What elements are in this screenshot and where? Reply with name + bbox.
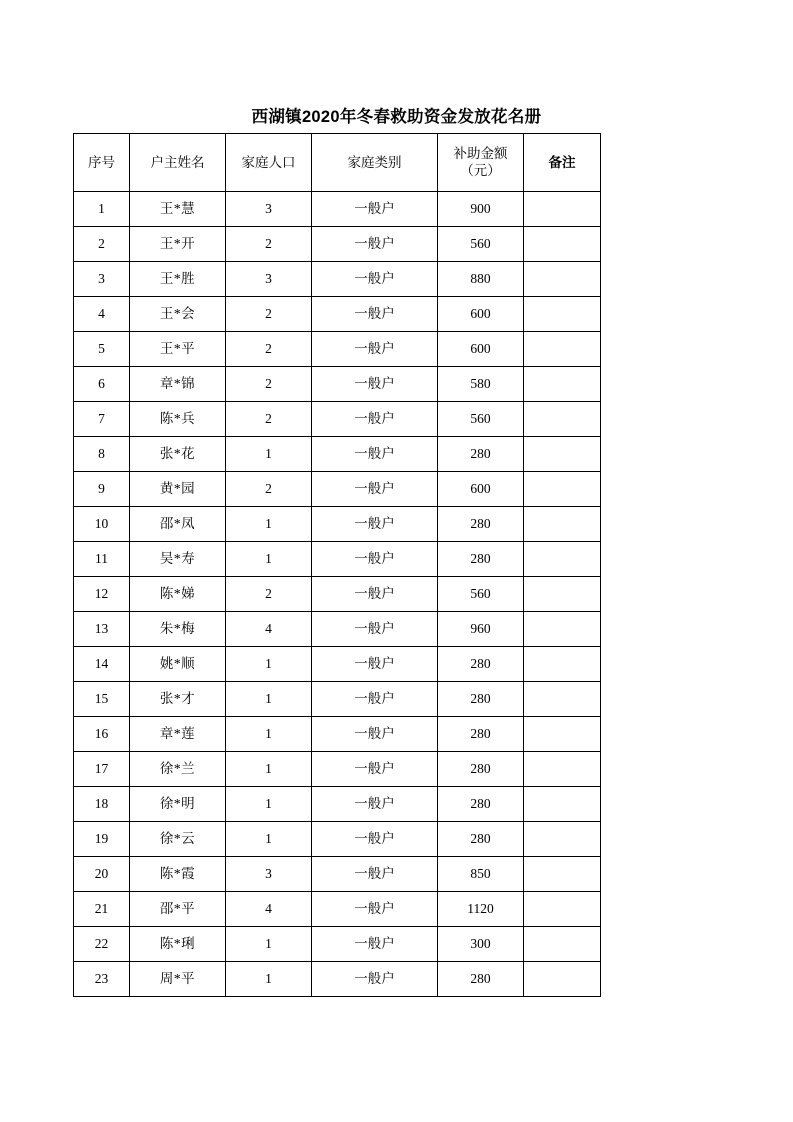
- cell-seq: 16: [74, 717, 130, 752]
- cell-amount: 960: [438, 612, 524, 647]
- cell-note: [524, 612, 601, 647]
- cell-name: 徐*明: [130, 787, 226, 822]
- cell-note: [524, 227, 601, 262]
- cell-name: 黄*园: [130, 472, 226, 507]
- cell-population: 1: [226, 507, 312, 542]
- cell-amount: 880: [438, 262, 524, 297]
- table-row: [74, 682, 601, 717]
- cell-note: [524, 472, 601, 507]
- cell-note: [524, 682, 601, 717]
- cell-category: 一般户: [312, 857, 438, 892]
- cell-seq: 21: [74, 892, 130, 927]
- cell-amount: 560: [438, 577, 524, 612]
- cell-seq: 22: [74, 927, 130, 962]
- cell-name: 陈*琍: [130, 927, 226, 962]
- cell-seq: 12: [74, 577, 130, 612]
- cell-name: 徐*兰: [130, 752, 226, 787]
- cell-name: 章*锦: [130, 367, 226, 402]
- table-row: [74, 612, 601, 647]
- cell-population: 1: [226, 542, 312, 577]
- column-header-amount: [438, 134, 524, 192]
- cell-seq: 10: [74, 507, 130, 542]
- cell-population: 2: [226, 367, 312, 402]
- cell-name: 张*才: [130, 682, 226, 717]
- cell-population: 3: [226, 262, 312, 297]
- cell-seq: 23: [74, 962, 130, 997]
- cell-note: [524, 892, 601, 927]
- cell-population: 2: [226, 332, 312, 367]
- cell-amount: 900: [438, 192, 524, 227]
- cell-note: [524, 962, 601, 997]
- table-row: [74, 332, 601, 367]
- table-row: [74, 892, 601, 927]
- cell-population: 1: [226, 822, 312, 857]
- cell-population: 2: [226, 227, 312, 262]
- cell-seq: 5: [74, 332, 130, 367]
- page-title: 西湖镇2020年冬春救助资金发放花名册: [251, 108, 542, 126]
- cell-name: 陈*娣: [130, 577, 226, 612]
- cell-category: 一般户: [312, 192, 438, 227]
- cell-note: [524, 262, 601, 297]
- column-header-seq: 序号: [74, 134, 130, 192]
- cell-note: [524, 332, 601, 367]
- cell-amount: 560: [438, 227, 524, 262]
- cell-category: 一般户: [312, 682, 438, 717]
- roster-table-container: [73, 133, 600, 997]
- cell-seq: 4: [74, 297, 130, 332]
- cell-amount: 280: [438, 647, 524, 682]
- cell-population: 2: [226, 577, 312, 612]
- cell-amount: 560: [438, 402, 524, 437]
- cell-note: [524, 787, 601, 822]
- cell-name: 王*胜: [130, 262, 226, 297]
- table-header-row: [74, 134, 601, 192]
- cell-population: 1: [226, 647, 312, 682]
- cell-note: [524, 717, 601, 752]
- roster-table: [73, 133, 601, 997]
- cell-category: 一般户: [312, 927, 438, 962]
- table-row: [74, 927, 601, 962]
- cell-population: 4: [226, 892, 312, 927]
- cell-note: [524, 647, 601, 682]
- cell-seq: 15: [74, 682, 130, 717]
- cell-name: 王*平: [130, 332, 226, 367]
- cell-name: 王*慧: [130, 192, 226, 227]
- cell-seq: 7: [74, 402, 130, 437]
- cell-seq: 20: [74, 857, 130, 892]
- cell-category: 一般户: [312, 542, 438, 577]
- cell-amount: 280: [438, 542, 524, 577]
- cell-name: 邵*凤: [130, 507, 226, 542]
- cell-amount: 280: [438, 682, 524, 717]
- cell-note: [524, 822, 601, 857]
- cell-note: [524, 752, 601, 787]
- cell-category: 一般户: [312, 297, 438, 332]
- cell-category: 一般户: [312, 472, 438, 507]
- cell-name: 王*会: [130, 297, 226, 332]
- cell-seq: 6: [74, 367, 130, 402]
- cell-seq: 2: [74, 227, 130, 262]
- cell-note: [524, 437, 601, 472]
- column-header-population: 家庭人口: [226, 134, 312, 192]
- column-header-category: 家庭类别: [312, 134, 438, 192]
- cell-category: 一般户: [312, 752, 438, 787]
- table-row: [74, 472, 601, 507]
- cell-note: [524, 402, 601, 437]
- cell-note: [524, 577, 601, 612]
- cell-seq: 1: [74, 192, 130, 227]
- cell-category: 一般户: [312, 262, 438, 297]
- cell-seq: 19: [74, 822, 130, 857]
- cell-category: 一般户: [312, 962, 438, 997]
- cell-note: [524, 542, 601, 577]
- cell-name: 朱*梅: [130, 612, 226, 647]
- cell-population: 3: [226, 857, 312, 892]
- table-row: [74, 962, 601, 997]
- cell-amount: 1120: [438, 892, 524, 927]
- table-row: [74, 577, 601, 612]
- cell-population: 3: [226, 192, 312, 227]
- table-row: [74, 717, 601, 752]
- cell-population: 2: [226, 402, 312, 437]
- cell-population: 1: [226, 437, 312, 472]
- cell-category: 一般户: [312, 822, 438, 857]
- cell-category: 一般户: [312, 612, 438, 647]
- table-row: [74, 437, 601, 472]
- cell-amount: 600: [438, 472, 524, 507]
- table-header: [74, 134, 601, 192]
- cell-name: 周*平: [130, 962, 226, 997]
- cell-seq: 9: [74, 472, 130, 507]
- cell-category: 一般户: [312, 787, 438, 822]
- cell-amount: 280: [438, 437, 524, 472]
- column-header-note: 备注: [524, 134, 601, 192]
- column-header-amount-line2: （元）: [460, 162, 501, 178]
- table-row: [74, 192, 601, 227]
- table-row: [74, 822, 601, 857]
- cell-population: 1: [226, 717, 312, 752]
- cell-note: [524, 927, 601, 962]
- cell-note: [524, 507, 601, 542]
- cell-seq: 14: [74, 647, 130, 682]
- cell-seq: 13: [74, 612, 130, 647]
- cell-seq: 11: [74, 542, 130, 577]
- cell-note: [524, 857, 601, 892]
- cell-amount: 280: [438, 962, 524, 997]
- cell-name: 邵*平: [130, 892, 226, 927]
- cell-population: 2: [226, 472, 312, 507]
- cell-seq: 17: [74, 752, 130, 787]
- cell-seq: 3: [74, 262, 130, 297]
- column-header-amount-line1: 补助金额: [453, 145, 508, 161]
- cell-population: 1: [226, 752, 312, 787]
- cell-name: 王*开: [130, 227, 226, 262]
- cell-population: 4: [226, 612, 312, 647]
- cell-amount: 280: [438, 822, 524, 857]
- cell-category: 一般户: [312, 367, 438, 402]
- cell-category: 一般户: [312, 332, 438, 367]
- cell-amount: 580: [438, 367, 524, 402]
- cell-category: 一般户: [312, 647, 438, 682]
- cell-amount: 280: [438, 507, 524, 542]
- cell-seq: 8: [74, 437, 130, 472]
- table-row: [74, 402, 601, 437]
- cell-population: 1: [226, 682, 312, 717]
- table-row: [74, 752, 601, 787]
- table-row: [74, 297, 601, 332]
- cell-population: 1: [226, 927, 312, 962]
- cell-category: 一般户: [312, 577, 438, 612]
- table-row: [74, 262, 601, 297]
- column-header-name: 户主姓名: [130, 134, 226, 192]
- cell-name: 张*花: [130, 437, 226, 472]
- cell-amount: 280: [438, 787, 524, 822]
- cell-amount: 280: [438, 717, 524, 752]
- table-row: [74, 647, 601, 682]
- cell-name: 姚*顺: [130, 647, 226, 682]
- cell-category: 一般户: [312, 717, 438, 752]
- cell-category: 一般户: [312, 402, 438, 437]
- cell-category: 一般户: [312, 227, 438, 262]
- cell-population: 2: [226, 297, 312, 332]
- cell-note: [524, 367, 601, 402]
- table-row: [74, 227, 601, 262]
- cell-amount: 600: [438, 332, 524, 367]
- cell-note: [524, 192, 601, 227]
- table-row: [74, 507, 601, 542]
- cell-category: 一般户: [312, 892, 438, 927]
- cell-name: 陈*霞: [130, 857, 226, 892]
- cell-name: 徐*云: [130, 822, 226, 857]
- table-row: [74, 787, 601, 822]
- cell-seq: 18: [74, 787, 130, 822]
- cell-note: [524, 297, 601, 332]
- cell-name: 章*莲: [130, 717, 226, 752]
- cell-amount: 300: [438, 927, 524, 962]
- cell-amount: 850: [438, 857, 524, 892]
- cell-population: 1: [226, 787, 312, 822]
- table-row: [74, 367, 601, 402]
- table-row: [74, 542, 601, 577]
- cell-amount: 280: [438, 752, 524, 787]
- cell-name: 吴*寿: [130, 542, 226, 577]
- table-body: [74, 192, 601, 997]
- cell-category: 一般户: [312, 507, 438, 542]
- cell-category: 一般户: [312, 437, 438, 472]
- cell-population: 1: [226, 962, 312, 997]
- table-row: [74, 857, 601, 892]
- cell-amount: 600: [438, 297, 524, 332]
- cell-name: 陈*兵: [130, 402, 226, 437]
